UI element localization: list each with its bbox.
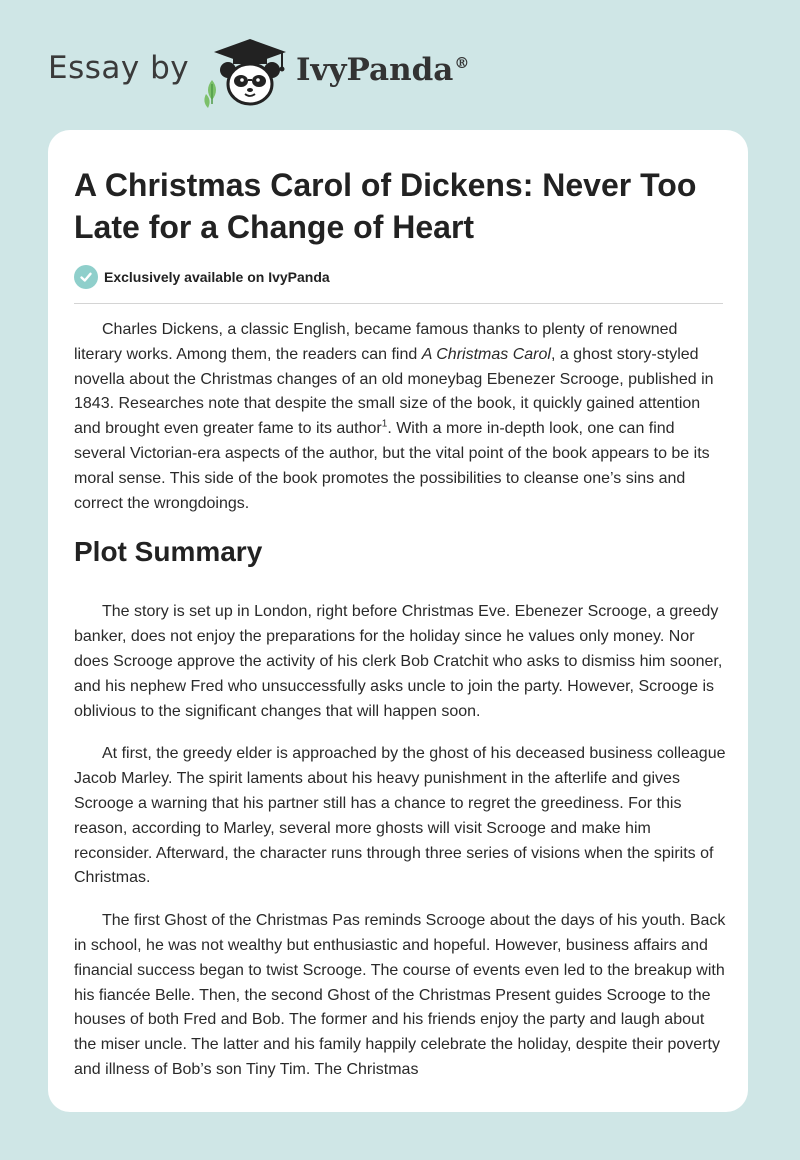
body-paragraph: The first Ghost of the Christmas Pas reminds Scrooge about the days of his youth. Back in school, he was not wealthy but enthusiastic and hopeful. However, business affairs and financial success began to twist Scrooge. The course of events even led to the breakup with his fiancée Belle. Then, the second Ghost of the Christmas Present guides Scrooge to the houses of both Fred and Bob. The former and his friends enjoy the party and laugh about the miser uncle. The latter and his family happily celebrate the holiday, despite their poverty and illness of Bob’s son Tiny Tim. The Christmas [74,912,726,1078]
checkmark-icon [74,265,98,289]
article-title: A Christmas Carol of Dickens: Never Too Late for a Change of Heart [74,167,697,245]
article-body [74,318,726,1101]
section-heading-plot-summary: Plot Summary [74,536,263,568]
registered-mark: ® [454,54,470,72]
site-header [0,0,800,130]
footnote-ref[interactable]: 1 [381,418,388,430]
essay-by-label: Essay by [48,50,190,86]
body-paragraph: The story is set up in London, right before Christmas Eve. Ebenezer Scrooge, a greedy banker, does not enjoy the preparations for the holiday since he values only money. Nor does Scrooge approve the activity of his clerk Bob Cratchit who asks to dismiss him sooner, and his nephew Fred who unsuccessfully asks uncle to join the party. However, Scrooge is oblivious to the significant changes that will happen soon. [74,603,723,720]
brand-logo[interactable] [296,52,468,88]
article-card [48,130,748,1112]
intro-text-middle: , a ghost story-styled novella about the Christmas changes of an old moneybag Ebenezer Scrooge, published in 1843. Researches note that despite the small size of the book, it quickly gained attention and brought even greater fame to its author [74,345,714,438]
title-divider [74,303,723,304]
body-paragraph: At first, the greedy elder is approached by the ghost of his deceased business colleague Jacob Marley. The spirit laments about his heavy punishment in the afterlife and gives Scrooge a warning that his partner still has a chance to regret the greediness. For this reason, according to Marley, several more ghosts will visit Scrooge and make him reconsider. Afterward, the character runs through three series of visions when the spirits of Christmas. [74,745,726,887]
intro-text-end: . With a more in-depth look, one can find several Victorian-era aspects of the author, but the vital point of the book appears to be its moral sense. This side of the book promotes the possibilities to cleanse one’s sins and correct the wrongdoings. [74,420,710,512]
intro-text-start: Charles Dickens, a classic English, became famous thanks to plenty of renowned literary works. Among them, the readers can find [74,321,678,363]
exclusive-badge [74,264,330,290]
book-title-italic: A Christmas Carol [421,345,551,363]
brand-name-text: IvyPanda [296,52,454,88]
exclusive-badge-label: Exclusively available on IvyPanda [104,269,330,285]
panda-graduate-icon[interactable] [200,34,292,110]
intro-paragraph [74,318,726,516]
